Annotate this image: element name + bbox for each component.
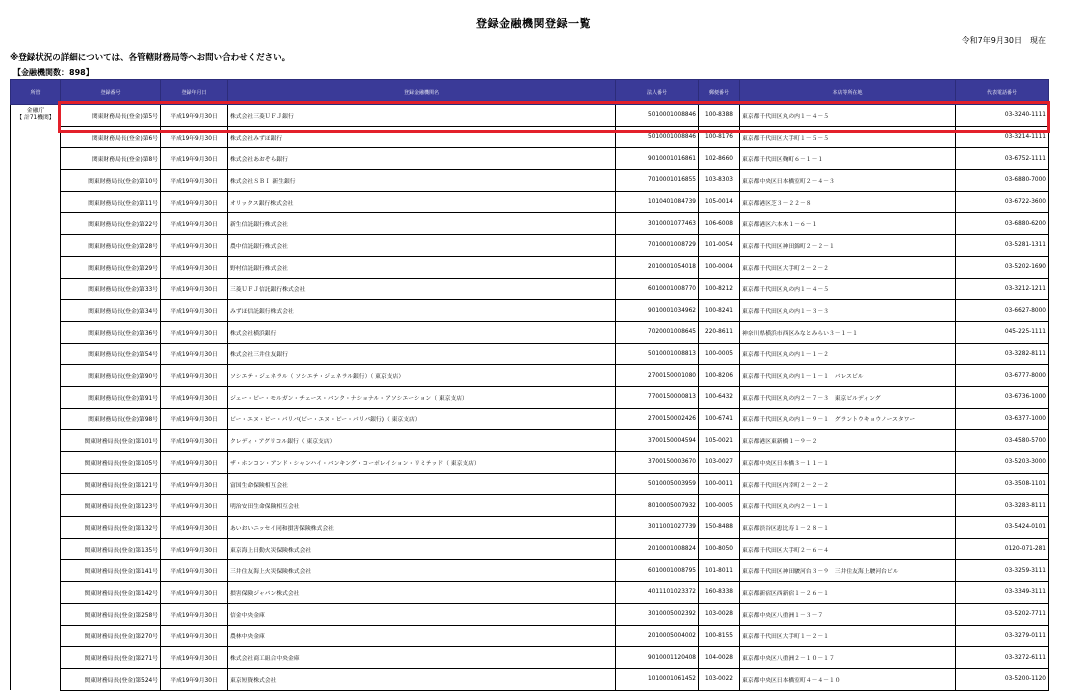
corporate-number-cell: 5010005003959 (616, 473, 699, 495)
as-of-date: 令和7年9月30日 現在 (961, 36, 1046, 45)
registration-date-cell: 平成19年9月30日 (161, 365, 228, 387)
registration-date-cell: 平成19年9月30日 (161, 343, 228, 365)
phone-cell: 0120-071-281 (956, 538, 1049, 560)
registration-date-cell: 平成19年9月30日 (161, 560, 228, 582)
phone-cell: 03-3283-8111 (956, 495, 1049, 517)
registration-number-cell: 関東財務局長(登金)第34号 (61, 300, 161, 322)
corporate-number-cell: 2700150002426 (616, 408, 699, 430)
postal-code-cell: 160-8338 (699, 582, 740, 604)
address-cell: 東京都千代田区丸の内１－４－５ (740, 105, 956, 127)
registration-number-cell: 関東財務局長(登金)第29号 (61, 256, 161, 278)
table-row (11, 148, 1049, 170)
table-row (11, 105, 1049, 127)
address-cell: 東京都千代田区丸の内１－１－１ パレスビル (740, 365, 956, 387)
address-cell: 東京都中央区八重洲１－３－７ (740, 603, 956, 625)
corporate-number-cell: 2010001054018 (616, 256, 699, 278)
postal-code-cell: 100-8241 (699, 300, 740, 322)
postal-code-cell: 105-0021 (699, 430, 740, 452)
institution-name-cell: 株式会社商工組合中央金庫 (228, 647, 616, 669)
phone-cell: 03-4580-5700 (956, 430, 1049, 452)
phone-cell: 03-3272-6111 (956, 647, 1049, 669)
phone-cell: 03-3279-0111 (956, 625, 1049, 647)
institution-name-cell: 信金中央金庫 (228, 603, 616, 625)
header-postal-code: 郵便番号 (699, 80, 740, 105)
registration-number-cell: 関東財務局長(登金)第11号 (61, 191, 161, 213)
address-cell: 東京都千代田区大手町２－２－２ (740, 256, 956, 278)
registration-date-cell: 平成19年9月30日 (161, 235, 228, 257)
postal-code-cell: 100-8050 (699, 538, 740, 560)
registration-number-cell: 関東財務局長(登金)第91号 (61, 386, 161, 408)
registration-number-cell: 関東財務局長(登金)第123号 (61, 495, 161, 517)
postal-code-cell: 100-0005 (699, 495, 740, 517)
corporate-number-cell: 3010005002392 (616, 603, 699, 625)
registration-date-cell: 平成19年9月30日 (161, 191, 228, 213)
registration-date-cell: 平成19年9月30日 (161, 213, 228, 235)
postal-code-cell: 100-0004 (699, 256, 740, 278)
institution-name-cell: 野村信託銀行株式会社 (228, 256, 616, 278)
registration-date-cell: 平成19年9月30日 (161, 473, 228, 495)
registration-date-cell: 平成19年9月30日 (161, 538, 228, 560)
corporate-number-cell: 2700150001080 (616, 365, 699, 387)
address-cell: 東京都千代田区大手町２－６－４ (740, 538, 956, 560)
phone-cell: 03-5200-1120 (956, 668, 1049, 690)
phone-cell: 03-6627-8000 (956, 300, 1049, 322)
registration-number-cell: 関東財務局長(登金)第258号 (61, 603, 161, 625)
postal-code-cell: 101-0054 (699, 235, 740, 257)
institution-name-cell: 新生信託銀行株式会社 (228, 213, 616, 235)
institution-name-cell: 株式会社あおぞら銀行 (228, 148, 616, 170)
institution-name-cell: ソシエテ・ジェネラル（ ソシエテ・ジェネラル銀行）（ 東京支店） (228, 365, 616, 387)
corporate-number-cell: 1010401084739 (616, 191, 699, 213)
institution-name-cell: 三井住友海上火災保険株式会社 (228, 560, 616, 582)
institution-name-cell: オリックス銀行株式会社 (228, 191, 616, 213)
phone-cell: 03-3240-1111 (956, 105, 1049, 127)
registration-number-cell: 関東財務局長(登金)第142号 (61, 582, 161, 604)
table-row (11, 343, 1049, 365)
registration-number-cell: 関東財務局長(登金)第36号 (61, 321, 161, 343)
table-row (11, 517, 1049, 539)
address-cell: 神奈川県横浜市西区みなとみらい３－１－１ (740, 321, 956, 343)
postal-code-cell: 103-0028 (699, 603, 740, 625)
address-cell: 東京都千代田区丸の内１－３－３ (740, 300, 956, 322)
header-institution-name: 登録金融機関名 (228, 80, 616, 105)
address-cell: 東京都千代田区神田駿河台３－９ 三井住友海上駿河台ビル (740, 560, 956, 582)
table-row (11, 213, 1049, 235)
institution-name-cell: 富国生命保険相互会社 (228, 473, 616, 495)
registration-number-cell: 関東財務局長(登金)第8号 (61, 148, 161, 170)
postal-code-cell: 150-8488 (699, 517, 740, 539)
institution-name-cell: 損害保険ジャパン株式会社 (228, 582, 616, 604)
institution-name-cell: 明治安田生命保険相互会社 (228, 495, 616, 517)
postal-code-cell: 104-0028 (699, 647, 740, 669)
address-cell: 東京都千代田区内幸町２－２－２ (740, 473, 956, 495)
postal-code-cell: 100-8212 (699, 278, 740, 300)
registration-number-cell: 関東財務局長(登金)第270号 (61, 625, 161, 647)
table-row (11, 300, 1049, 322)
address-cell: 東京都千代田区大手町１－５－５ (740, 126, 956, 148)
postal-code-cell: 101-8011 (699, 560, 740, 582)
postal-code-cell: 100-8176 (699, 126, 740, 148)
authority-cell (11, 105, 61, 691)
registration-number-cell: 関東財務局長(登金)第132号 (61, 517, 161, 539)
institution-name-cell: 農林中央金庫 (228, 625, 616, 647)
corporate-number-cell: 1010001061452 (616, 668, 699, 690)
phone-cell: 03-6722-3600 (956, 191, 1049, 213)
registration-date-cell: 平成19年9月30日 (161, 647, 228, 669)
institution-name-cell: みずほ信託銀行株式会社 (228, 300, 616, 322)
registration-date-cell: 平成19年9月30日 (161, 452, 228, 474)
header-registration-number: 登録番号 (61, 80, 161, 105)
registration-date-cell: 平成19年9月30日 (161, 148, 228, 170)
phone-cell: 03-6880-6200 (956, 213, 1049, 235)
table-row (11, 668, 1049, 690)
phone-cell: 03-3349-3111 (956, 582, 1049, 604)
institution-name-cell: 東京海上日動火災保険株式会社 (228, 538, 616, 560)
table-row (11, 235, 1049, 257)
address-cell: 東京都中央区八重洲２－１０－１７ (740, 647, 956, 669)
registration-number-cell: 関東財務局長(登金)第10号 (61, 170, 161, 192)
address-cell: 東京都港区芝３－２２－８ (740, 191, 956, 213)
institution-name-cell: 三菱ＵＦＪ信託銀行株式会社 (228, 278, 616, 300)
phone-cell: 03-3259-3111 (956, 560, 1049, 582)
institution-name-cell: 株式会社みずほ銀行 (228, 126, 616, 148)
corporate-number-cell: 7010001008729 (616, 235, 699, 257)
table-header-row (11, 80, 1049, 105)
institution-count: 【金融機関数：898】 (13, 68, 94, 77)
registration-date-cell: 平成19年9月30日 (161, 386, 228, 408)
address-cell: 東京都千代田区丸の内１－９－１ グラントウキョウノースタワー (740, 408, 956, 430)
registration-date-cell: 平成19年9月30日 (161, 278, 228, 300)
address-cell: 東京都中央区日本橋室町２－４－３ (740, 170, 956, 192)
registration-number-cell: 関東財務局長(登金)第271号 (61, 647, 161, 669)
address-cell: 東京都千代田区丸の内２－１－１ (740, 495, 956, 517)
postal-code-cell: 220-8611 (699, 321, 740, 343)
registration-date-cell: 平成19年9月30日 (161, 408, 228, 430)
corporate-number-cell: 6010001008770 (616, 278, 699, 300)
table-row (11, 170, 1049, 192)
postal-code-cell: 105-0014 (699, 191, 740, 213)
postal-code-cell: 100-8155 (699, 625, 740, 647)
phone-cell: 03-3212-1211 (956, 278, 1049, 300)
registration-number-cell: 関東財務局長(登金)第101号 (61, 430, 161, 452)
institution-name-cell: 東京短資株式会社 (228, 668, 616, 690)
corporate-number-cell: 9010001034962 (616, 300, 699, 322)
registration-date-cell: 平成19年9月30日 (161, 495, 228, 517)
table-row (11, 647, 1049, 669)
address-cell: 東京都千代田区丸の内１－１－２ (740, 343, 956, 365)
registration-date-cell: 平成19年9月30日 (161, 625, 228, 647)
corporate-number-cell: 7700150000813 (616, 386, 699, 408)
registration-date-cell: 平成19年9月30日 (161, 321, 228, 343)
institution-name-cell: 株式会社三井住友銀行 (228, 343, 616, 365)
table-row (11, 126, 1049, 148)
phone-cell: 03-6880-7000 (956, 170, 1049, 192)
registration-number-cell: 関東財務局長(登金)第33号 (61, 278, 161, 300)
corporate-number-cell: 3700150004594 (616, 430, 699, 452)
corporate-number-cell: 3010001077463 (616, 213, 699, 235)
authority-count: 【 計71機関】 (16, 115, 55, 121)
institution-name-cell: 株式会社ＳＢＩ 新生銀行 (228, 170, 616, 192)
postal-code-cell: 103-8303 (699, 170, 740, 192)
registration-date-cell: 平成19年9月30日 (161, 300, 228, 322)
phone-cell: 03-3214-1111 (956, 126, 1049, 148)
table-row (11, 365, 1049, 387)
corporate-number-cell: 7020001008645 (616, 321, 699, 343)
registration-number-cell: 関東財務局長(登金)第22号 (61, 213, 161, 235)
table-row (11, 452, 1049, 474)
corporate-number-cell: 2010001008824 (616, 538, 699, 560)
corporate-number-cell: 7010001016855 (616, 170, 699, 192)
authority-name: 金融庁 (26, 108, 45, 114)
header-phone: 代表電話番号 (956, 80, 1049, 105)
document-title: 登録金融機関登録一覧 (476, 17, 591, 30)
institution-name-cell: 株式会社三菱ＵＦＪ銀行 (228, 105, 616, 127)
registration-number-cell: 関東財務局長(登金)第28号 (61, 235, 161, 257)
address-cell: 東京都港区六本木１－６－１ (740, 213, 956, 235)
address-cell: 東京都港区東新橋１－９－２ (740, 430, 956, 452)
phone-cell: 03-6377-1000 (956, 408, 1049, 430)
institution-name-cell: クレディ・アグリコル銀行（ 東京支店） (228, 430, 616, 452)
table-row (11, 386, 1049, 408)
table-row (11, 603, 1049, 625)
registration-number-cell: 関東財務局長(登金)第98号 (61, 408, 161, 430)
table-row (11, 256, 1049, 278)
corporate-number-cell: 8010005007932 (616, 495, 699, 517)
registration-number-cell: 関東財務局長(登金)第524号 (61, 668, 161, 690)
corporate-number-cell: 9010001016861 (616, 148, 699, 170)
corporate-number-cell: 5010001008846 (616, 105, 699, 127)
phone-cell: 03-6777-8000 (956, 365, 1049, 387)
postal-code-cell: 100-6741 (699, 408, 740, 430)
postal-code-cell: 106-6008 (699, 213, 740, 235)
postal-code-cell: 100-0011 (699, 473, 740, 495)
institution-name-cell: ザ・ホンコン・アンド・シャンハイ・バンキング・コーポレイション・リミテッド（ 東京支店） (228, 452, 616, 474)
postal-code-cell: 100-8206 (699, 365, 740, 387)
registration-date-cell: 平成19年9月30日 (161, 126, 228, 148)
registration-number-cell: 関東財務局長(登金)第105号 (61, 452, 161, 474)
institution-name-cell: あいおいニッセイ同和損害保険株式会社 (228, 517, 616, 539)
header-address: 本店等所在地 (740, 80, 956, 105)
registration-table (10, 79, 1049, 691)
address-cell: 東京都中央区日本橋室町４－４－１０ (740, 668, 956, 690)
table-row (11, 408, 1049, 430)
institution-name-cell: 農中信託銀行株式会社 (228, 235, 616, 257)
table-row (11, 278, 1049, 300)
registration-date-cell: 平成19年9月30日 (161, 582, 228, 604)
institution-name-cell: 株式会社横浜銀行 (228, 321, 616, 343)
registration-number-cell: 関東財務局長(登金)第121号 (61, 473, 161, 495)
table-row (11, 538, 1049, 560)
postal-code-cell: 100-8388 (699, 105, 740, 127)
header-authority: 所管 (11, 80, 61, 105)
phone-cell: 03-5281-1311 (956, 235, 1049, 257)
registration-date-cell: 平成19年9月30日 (161, 256, 228, 278)
institution-name-cell: ジェー・ピー・モルガン・チェース・バンク・ナショナル・アソシエーション（ 東京支店） (228, 386, 616, 408)
address-cell: 東京都千代田区丸の内２－７－３ 東京ビルディング (740, 386, 956, 408)
registration-date-cell: 平成19年9月30日 (161, 517, 228, 539)
table-row (11, 321, 1049, 343)
registration-date-cell: 平成19年9月30日 (161, 170, 228, 192)
registration-date-cell: 平成19年9月30日 (161, 603, 228, 625)
table-row (11, 495, 1049, 517)
header-registration-date: 登録年月日 (161, 80, 228, 105)
corporate-number-cell: 3700150003670 (616, 452, 699, 474)
address-cell: 東京都千代田区丸の内１－４－５ (740, 278, 956, 300)
address-cell: 東京都千代田区大手町１－２－１ (740, 625, 956, 647)
corporate-number-cell: 5010001008813 (616, 343, 699, 365)
inquiry-note: ※登録状況の詳細については、各管轄財務局等へお問い合わせください。 (10, 53, 291, 63)
registration-date-cell: 平成19年9月30日 (161, 430, 228, 452)
corporate-number-cell: 3011001027739 (616, 517, 699, 539)
corporate-number-cell: 4011101023372 (616, 582, 699, 604)
registration-number-cell: 関東財務局長(登金)第5号 (61, 105, 161, 127)
table-row (11, 473, 1049, 495)
registration-date-cell: 平成19年9月30日 (161, 668, 228, 690)
registration-number-cell: 関東財務局長(登金)第6号 (61, 126, 161, 148)
phone-cell: 03-5202-7711 (956, 603, 1049, 625)
phone-cell: 03-3282-8111 (956, 343, 1049, 365)
phone-cell: 03-6736-1000 (956, 386, 1049, 408)
phone-cell: 03-5202-1690 (956, 256, 1049, 278)
address-cell: 東京都新宿区西新宿１－２６－１ (740, 582, 956, 604)
table-row (11, 582, 1049, 604)
table-row (11, 191, 1049, 213)
corporate-number-cell: 5010001008846 (616, 126, 699, 148)
registration-number-cell: 関東財務局長(登金)第135号 (61, 538, 161, 560)
phone-cell: 03-5424-0101 (956, 517, 1049, 539)
table-row (11, 430, 1049, 452)
phone-cell: 03-6752-1111 (956, 148, 1049, 170)
phone-cell: 045-225-1111 (956, 321, 1049, 343)
header-corporate-number: 法人番号 (616, 80, 699, 105)
address-cell: 東京都千代田区麹町６－１－１ (740, 148, 956, 170)
table-row (11, 560, 1049, 582)
phone-cell: 03-5203-3000 (956, 452, 1049, 474)
postal-code-cell: 100-6432 (699, 386, 740, 408)
registration-number-cell: 関東財務局長(登金)第141号 (61, 560, 161, 582)
registration-number-cell: 関東財務局長(登金)第54号 (61, 343, 161, 365)
postal-code-cell: 102-8660 (699, 148, 740, 170)
registration-date-cell: 平成19年9月30日 (161, 105, 228, 127)
institution-name-cell: ビー・エヌ・ピー・パリバ(ビー・エヌ・ピー・パリバ銀行)（ 東京支店） (228, 408, 616, 430)
postal-code-cell: 100-0005 (699, 343, 740, 365)
phone-cell: 03-3508-1101 (956, 473, 1049, 495)
address-cell: 東京都中央区日本橋３－１１－１ (740, 452, 956, 474)
corporate-number-cell: 6010001008795 (616, 560, 699, 582)
corporate-number-cell: 9010001120408 (616, 647, 699, 669)
address-cell: 東京都渋谷区恵比寿１－２８－１ (740, 517, 956, 539)
table-row (11, 625, 1049, 647)
postal-code-cell: 103-0022 (699, 668, 740, 690)
address-cell: 東京都千代田区神田錦町２－２－１ (740, 235, 956, 257)
registration-number-cell: 関東財務局長(登金)第90号 (61, 365, 161, 387)
postal-code-cell: 103-0027 (699, 452, 740, 474)
corporate-number-cell: 2010005004002 (616, 625, 699, 647)
